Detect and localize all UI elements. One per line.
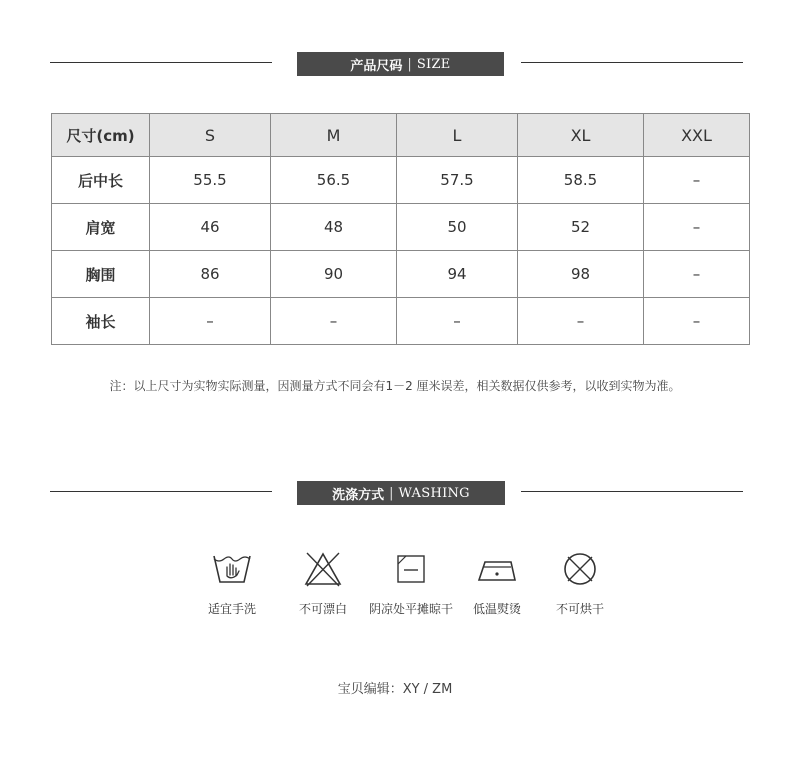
table-header-row (52, 114, 750, 157)
measurement-note: 注：以上尺寸为实物实际测量，因测量方式不同会有1－2 厘米误差，相关数据仅供参考，以收到实物为准。 (109, 379, 681, 393)
table-cell: – (644, 204, 750, 251)
size-header-l: L (397, 114, 518, 157)
row-label-back-length: 后中长 (52, 157, 150, 204)
washing-label: 不可漂白 (298, 602, 347, 616)
size-header-s: S (150, 114, 271, 157)
washing-label: 不可烘干 (555, 602, 604, 616)
table-cell: – (518, 298, 644, 345)
divider-left (50, 62, 272, 63)
washing-title-badge (297, 481, 505, 505)
table-cell: 90 (271, 251, 397, 298)
washing-item (273, 550, 373, 617)
table-cell: 98 (518, 251, 644, 298)
table-cell: 57.5 (397, 157, 518, 204)
washing-section-header (0, 481, 790, 505)
table-cell: 56.5 (271, 157, 397, 204)
size-header-xxl: XXL (644, 114, 750, 157)
editor-credit: 宝贝编辑：XY / ZM (337, 682, 453, 697)
table-cell: 55.5 (150, 157, 271, 204)
size-section-header (0, 52, 790, 76)
table-cell: 58.5 (518, 157, 644, 204)
hand-wash-icon (211, 550, 253, 588)
size-title-badge (297, 52, 504, 76)
table-row (52, 251, 750, 298)
table-corner-cell: 尺寸(cm) (52, 114, 150, 157)
table-cell: 48 (271, 204, 397, 251)
table-row (52, 204, 750, 251)
table-cell: – (150, 298, 271, 345)
table-cell: 50 (397, 204, 518, 251)
divider-right (521, 62, 743, 63)
table-cell: 52 (518, 204, 644, 251)
table-cell: – (644, 298, 750, 345)
size-table (51, 113, 750, 345)
table-cell: – (271, 298, 397, 345)
size-header-m: M (271, 114, 397, 157)
divider-right (521, 491, 743, 492)
washing-icons (0, 550, 790, 630)
low-iron-icon (475, 550, 519, 588)
table-cell: – (644, 251, 750, 298)
row-label-shoulder: 肩宽 (52, 204, 150, 251)
table-row (52, 157, 750, 204)
size-title-separator: | (407, 56, 412, 72)
row-label-chest: 胸围 (52, 251, 150, 298)
no-tumble-dry-icon (559, 550, 601, 588)
table-cell: 46 (150, 204, 271, 251)
washing-item (530, 550, 630, 617)
size-header-xl: XL (518, 114, 644, 157)
washing-title-en: WASHING (398, 485, 470, 501)
dry-flat-shade-icon (390, 550, 432, 588)
no-bleach-icon (302, 550, 344, 588)
size-title-cn: 产品尺码 (350, 58, 403, 74)
washing-item (182, 550, 282, 617)
washing-title-cn: 洗涤方式 (332, 487, 385, 503)
table-cell: – (644, 157, 750, 204)
washing-label: 阴凉处平摊晾干 (368, 602, 453, 616)
washing-label: 适宜手洗 (207, 602, 256, 616)
divider-left (50, 491, 272, 492)
size-title-en: SIZE (416, 56, 451, 72)
table-cell: 94 (397, 251, 518, 298)
table-cell: – (397, 298, 518, 345)
table-cell: 86 (150, 251, 271, 298)
washing-item (361, 550, 461, 617)
washing-title-separator: | (389, 485, 394, 501)
washing-label: 低温熨烫 (472, 602, 521, 616)
table-row (52, 298, 750, 345)
row-label-sleeve: 袖长 (52, 298, 150, 345)
